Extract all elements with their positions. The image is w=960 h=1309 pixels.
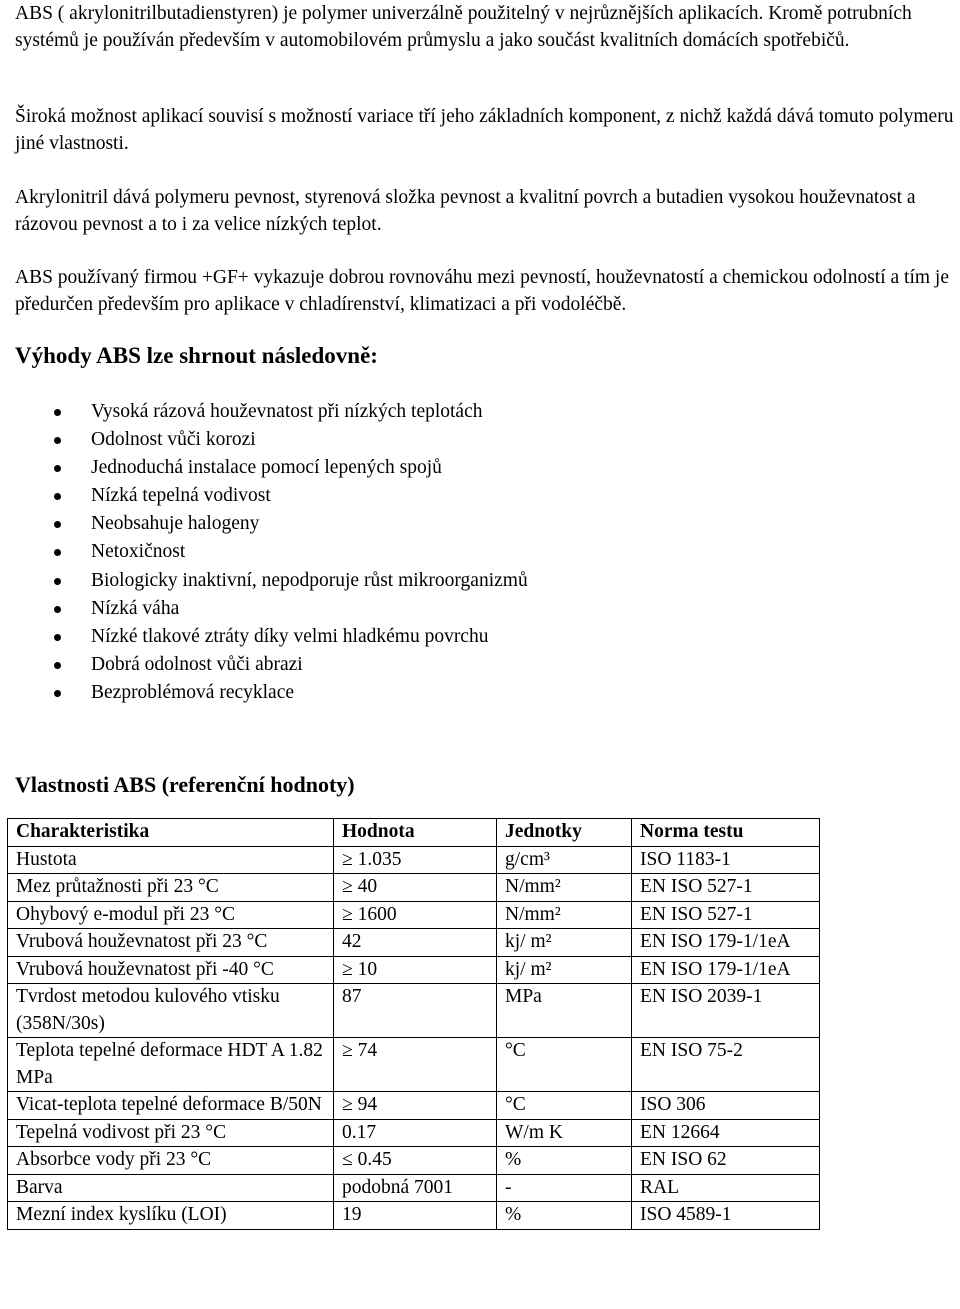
unit-cell: - bbox=[497, 1174, 632, 1202]
list-item: Nízká váha bbox=[0, 595, 528, 623]
header-cell: Norma testu bbox=[632, 819, 820, 847]
standard-cell: EN ISO 179-1/1eA bbox=[632, 956, 820, 984]
components-paragraph: Akrylonitril dává polymeru pevnost, styrenová složka pevnost a kvalitní povrch a butadien vysokou houževnatost a rázovou pevnost a to i za velice nízkých teplot. bbox=[15, 187, 916, 235]
unit-cell: % bbox=[497, 1202, 632, 1230]
value-cell: ≥ 1.035 bbox=[334, 846, 497, 874]
applications-paragraph: Široká možnost aplikací souvisí s možností variace tří jeho základních komponent, z nichž každá dává tomuto polymeru jiné vlastnosti. bbox=[15, 106, 954, 154]
unit-cell: kj/ m² bbox=[497, 929, 632, 957]
list-item: Odolnost vůči korozi bbox=[0, 426, 528, 454]
advantages-list bbox=[0, 398, 528, 707]
list-item: Nízké tlakové ztráty díky velmi hladkému povrchu bbox=[0, 623, 528, 651]
standard-cell: EN ISO 527-1 bbox=[632, 901, 820, 929]
standard-cell: ISO 4589-1 bbox=[632, 1202, 820, 1230]
characteristic-cell: Tepelná vodivost při 23 °C bbox=[8, 1119, 334, 1147]
table-row bbox=[8, 1038, 820, 1092]
characteristic-cell: Mezní index kyslíku (LOI) bbox=[8, 1202, 334, 1230]
list-item: Neobsahuje halogeny bbox=[0, 510, 528, 538]
unit-cell: N/mm² bbox=[497, 901, 632, 929]
characteristic-cell: Vrubová houževnatost při -40 °C bbox=[8, 956, 334, 984]
table-row bbox=[8, 1119, 820, 1147]
table-row bbox=[8, 1147, 820, 1175]
value-cell: ≥ 40 bbox=[334, 874, 497, 902]
properties-table bbox=[7, 818, 820, 1230]
characteristic-cell: Vicat-teplota tepelné deformace B/50N bbox=[8, 1092, 334, 1120]
characteristic-cell: Ohybový e-modul při 23 °C bbox=[8, 901, 334, 929]
list-item: Biologicky inaktivní, nepodporuje růst mikroorganizmů bbox=[0, 567, 528, 595]
unit-cell: °C bbox=[497, 1092, 632, 1120]
characteristic-cell: Absorbce vody při 23 °C bbox=[8, 1147, 334, 1175]
list-item: Netoxičnost bbox=[0, 538, 528, 566]
table-row bbox=[8, 984, 820, 1038]
header-cell: Hodnota bbox=[334, 819, 497, 847]
value-cell: ≥ 10 bbox=[334, 956, 497, 984]
header-cell: Charakteristika bbox=[8, 819, 334, 847]
unit-cell: g/cm³ bbox=[497, 846, 632, 874]
intro-paragraph: ABS ( akrylonitrilbutadienstyren) je polymer univerzálně použitelný v nejrůznějších aplikacích. Kromě potrubních systémů je používán především v automobilovém průmyslu a jako součást kvalitních domácích spotřebičů. bbox=[15, 3, 912, 51]
standard-cell: ISO 306 bbox=[632, 1092, 820, 1120]
table-row bbox=[8, 901, 820, 929]
header-cell: Jednotky bbox=[497, 819, 632, 847]
table-row bbox=[8, 929, 820, 957]
value-cell: ≥ 94 bbox=[334, 1092, 497, 1120]
standard-cell: EN ISO 2039-1 bbox=[632, 984, 820, 1038]
unit-cell: °C bbox=[497, 1038, 632, 1092]
unit-cell: W/m K bbox=[497, 1119, 632, 1147]
value-cell: 19 bbox=[334, 1202, 497, 1230]
bullet-icon bbox=[54, 578, 61, 585]
value-cell: 0.17 bbox=[334, 1119, 497, 1147]
list-item: Nízká tepelná vodivost bbox=[0, 482, 528, 510]
list-item: Vysoká rázová houževnatost při nízkých teplotách bbox=[0, 398, 528, 426]
characteristic-cell: Hustota bbox=[8, 846, 334, 874]
unit-cell: % bbox=[497, 1147, 632, 1175]
table-row bbox=[8, 1174, 820, 1202]
standard-cell: EN 12664 bbox=[632, 1119, 820, 1147]
unit-cell: kj/ m² bbox=[497, 956, 632, 984]
table-row bbox=[8, 956, 820, 984]
bullet-icon bbox=[54, 409, 61, 416]
characteristic-cell: Mez průtažnosti při 23 °C bbox=[8, 874, 334, 902]
bullet-icon bbox=[54, 437, 61, 444]
list-item: Dobrá odolnost vůči abrazi bbox=[0, 651, 528, 679]
value-cell: podobná 7001 bbox=[334, 1174, 497, 1202]
bullet-icon bbox=[54, 662, 61, 669]
unit-cell: N/mm² bbox=[497, 874, 632, 902]
standard-cell: EN ISO 527-1 bbox=[632, 874, 820, 902]
bullet-icon bbox=[54, 634, 61, 641]
unit-cell: MPa bbox=[497, 984, 632, 1038]
list-item: Bezproblémová recyklace bbox=[0, 679, 528, 707]
bullet-icon bbox=[54, 521, 61, 528]
gf-paragraph: ABS používaný firmou +GF+ vykazuje dobrou rovnováhu mezi pevností, houževnatostí a chemickou odolností a tím je předurčen především pro aplikace v chladírenství, klimatizaci a při vodoléčbě. bbox=[15, 267, 949, 315]
value-cell: ≥ 1600 bbox=[334, 901, 497, 929]
bullet-icon bbox=[54, 690, 61, 697]
table-row bbox=[8, 1092, 820, 1120]
advantages-heading: Výhody ABS lze shrnout následovně: bbox=[15, 343, 378, 368]
value-cell: 42 bbox=[334, 929, 497, 957]
table-header-row bbox=[8, 819, 820, 847]
characteristic-cell: Tvrdost metodou kulového vtisku (358N/30s) bbox=[8, 984, 334, 1038]
table-row bbox=[8, 874, 820, 902]
standard-cell: EN ISO 62 bbox=[632, 1147, 820, 1175]
standard-cell: ISO 1183-1 bbox=[632, 846, 820, 874]
standard-cell: EN ISO 179-1/1eA bbox=[632, 929, 820, 957]
characteristic-cell: Teplota tepelné deformace HDT A 1.82 MPa bbox=[8, 1038, 334, 1092]
list-item: Jednoduchá instalace pomocí lepených spojů bbox=[0, 454, 528, 482]
characteristic-cell: Barva bbox=[8, 1174, 334, 1202]
bullet-icon bbox=[54, 549, 61, 556]
table-row bbox=[8, 846, 820, 874]
table-row bbox=[8, 1202, 820, 1230]
standard-cell: RAL bbox=[632, 1174, 820, 1202]
value-cell: 87 bbox=[334, 984, 497, 1038]
value-cell: ≤ 0.45 bbox=[334, 1147, 497, 1175]
standard-cell: EN ISO 75-2 bbox=[632, 1038, 820, 1092]
characteristic-cell: Vrubová houževnatost při 23 °C bbox=[8, 929, 334, 957]
properties-heading: Vlastnosti ABS (referenční hodnoty) bbox=[15, 772, 355, 797]
bullet-icon bbox=[54, 493, 61, 500]
bullet-icon bbox=[54, 465, 61, 472]
bullet-icon bbox=[54, 606, 61, 613]
value-cell: ≥ 74 bbox=[334, 1038, 497, 1092]
